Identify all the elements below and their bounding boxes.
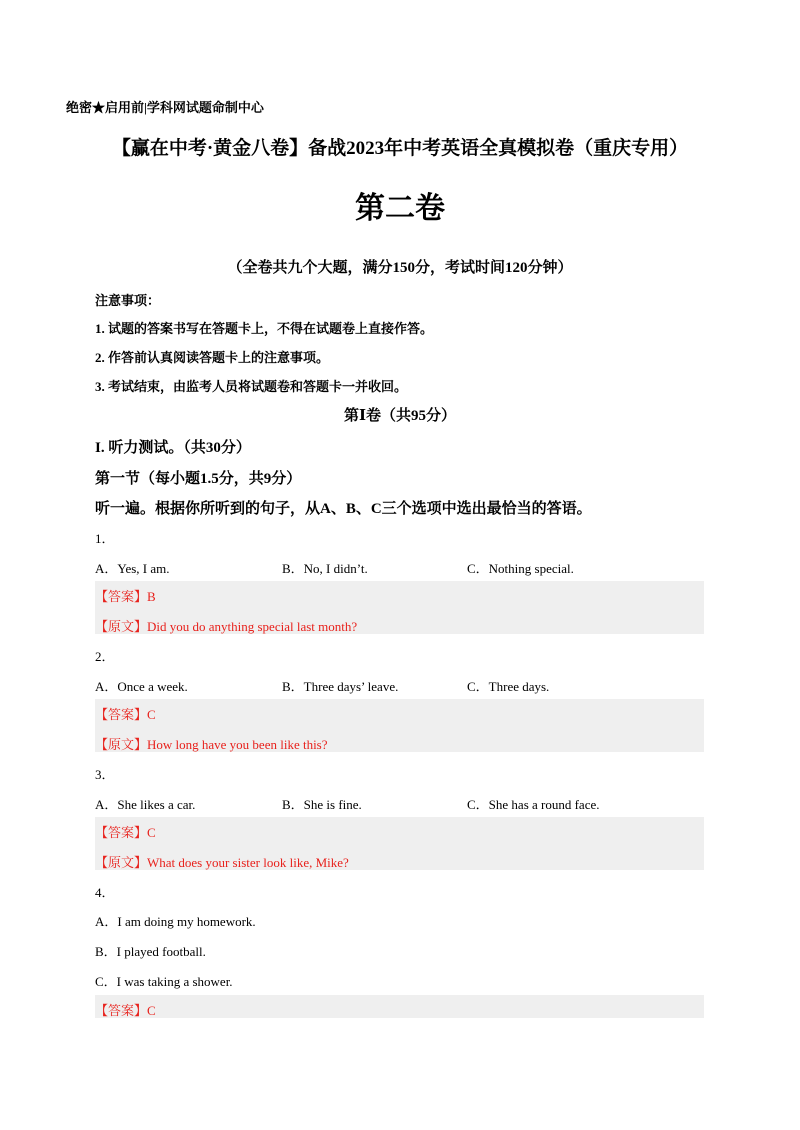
script-label: 【原文】What does your sister look like, Mike? [95, 855, 349, 870]
answer-label: 【答案】C [95, 1003, 156, 1018]
option-b: B．Three days’ leave. [282, 679, 399, 694]
exam-info: （全卷共九个大题，满分150分，考试时间120分钟） [227, 260, 573, 276]
section-instruction: 听一遍。根据你所听到的句子，从A、B、C三个选项中选出最恰当的答语。 [95, 501, 592, 517]
option-c: C．I was taking a shower. [95, 974, 233, 989]
answer-label: 【答案】C [95, 825, 156, 840]
confidential-label: 绝密★启用前|学科网试题命制中心 [66, 100, 264, 115]
option-c: C．Nothing special. [467, 561, 574, 576]
option-a: A．Yes, I am. [95, 561, 170, 576]
answer-label: 【答案】B [95, 589, 156, 604]
option-b: B．I played football. [95, 944, 206, 959]
option-a: A．She likes a car. [95, 797, 196, 812]
option-a: A．Once a week. [95, 679, 188, 694]
option-b: B．No, I didn’t. [282, 561, 368, 576]
question-number: 4． [95, 885, 115, 900]
script-label: 【原文】How long have you been like this? [95, 737, 328, 752]
script-label: 【原文】Did you do anything special last month? [95, 619, 358, 634]
question-number: 1． [95, 531, 115, 546]
option-c: C．Three days. [467, 679, 550, 694]
option-c: C．She has a round face. [467, 797, 600, 812]
notice-item: 2. 作答前认真阅读答题卡上的注意事项。 [95, 350, 330, 365]
notice-item: 1. 试题的答案书写在答题卡上，不得在试题卷上直接作答。 [95, 321, 434, 336]
section-title: I. 听力测试。（共30分） [95, 440, 251, 456]
question-number: 2． [95, 649, 115, 664]
option-a: A．I am doing my homework. [95, 914, 256, 929]
notice-item: 3. 考试结束，由监考人员将试题卷和答题卡一并收回。 [95, 379, 408, 394]
answer-label: 【答案】C [95, 707, 156, 722]
exam-title: 【赢在中考·黄金八卷】备战2023年中考英语全真模拟卷（重庆专用） [111, 138, 689, 159]
notice-heading: 注意事项： [95, 293, 161, 308]
answer-box [95, 995, 704, 1018]
part-title: 第Ⅰ卷（共95分） [343, 408, 457, 424]
exam-subtitle: 第二卷 [355, 192, 445, 225]
subsection-title: 第一节（每小题1.5分，共9分） [95, 471, 302, 487]
question-number: 3． [95, 767, 115, 782]
option-b: B．She is fine. [282, 797, 362, 812]
